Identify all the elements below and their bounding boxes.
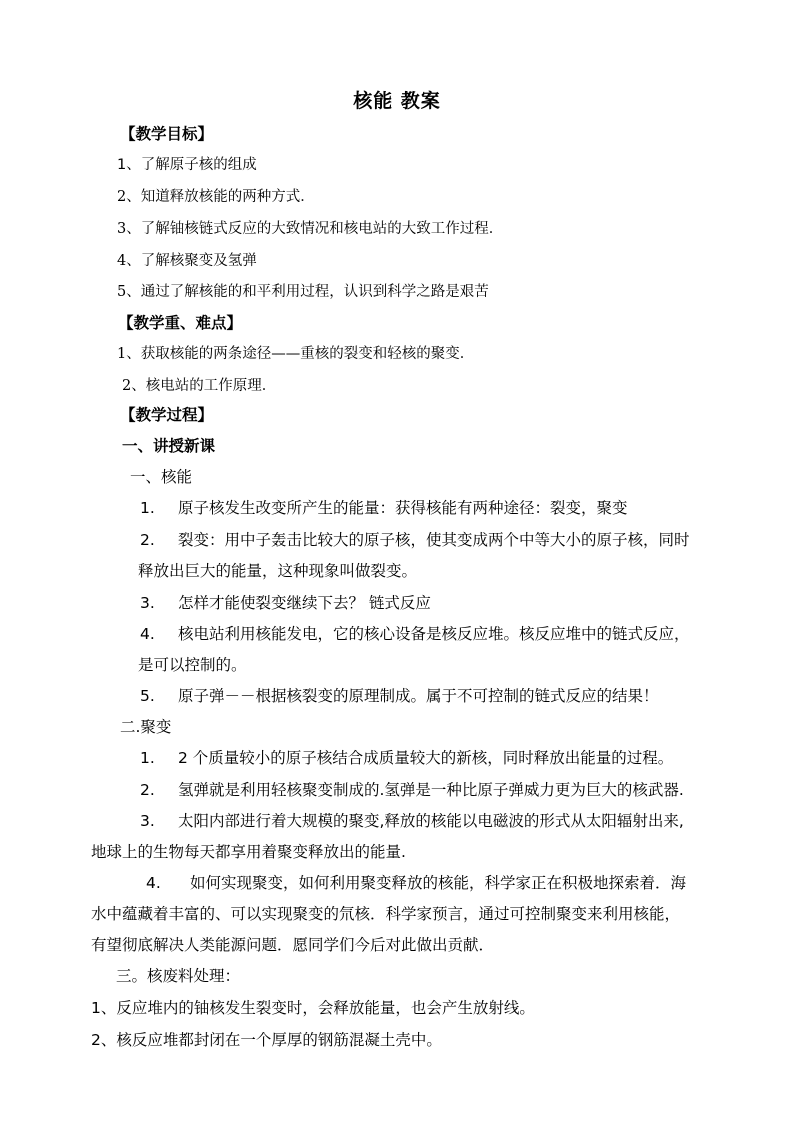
item-number: 4.	[146, 874, 161, 892]
item-continuation: 水中蕴藏着丰富的、可以实现聚变的氘核．科学家预言，通过可控制聚变来利用核能，	[91, 905, 681, 923]
process-heading: 【教学过程】	[120, 405, 214, 424]
item-number: 2.	[140, 781, 155, 799]
list-item	[140, 593, 431, 613]
item-text: 2 个质量较小的原子核结合成质量较大的新核，同时释放出能量的过程。	[178, 749, 674, 767]
waste-heading: 三。核废料处理：	[116, 967, 241, 985]
item-number: 2.	[140, 531, 155, 549]
objectives-heading: 【教学目标】	[120, 124, 214, 143]
list-item	[140, 873, 686, 893]
list-item	[140, 748, 673, 768]
waste-item-2: 2、核反应堆都封闭在一个厚厚的钢筋混凝土壳中。	[91, 1031, 442, 1049]
item-text: 氢弹就是利用轻核聚变制成的.氢弹是一种比原子弹威力更为巨大的核武器.	[178, 781, 684, 799]
fusion-heading: 二.聚变	[120, 718, 172, 736]
item-text: 原子弹－－根据核裂变的原理制成。属于不可控制的链式反应的结果！	[178, 687, 659, 705]
list-item	[140, 498, 628, 518]
item-text: 如何实现聚变，如何利用聚变释放的核能，科学家正在积极地探索着．海	[190, 874, 687, 892]
item-text: 太阳内部进行着大规模的聚变,释放的核能以电磁波的形式从太阳辐射出来,	[178, 812, 684, 830]
waste-item-1: 1、反应堆内的铀核发生裂变时，会释放能量，也会产生放射线。	[91, 999, 535, 1017]
objective-item-2: 2、知道释放核能的两种方式．	[117, 189, 315, 205]
objective-item-5: 5、通过了解核能的和平利用过程，认识到科学之路是艰苦	[117, 284, 489, 300]
list-item	[140, 530, 690, 550]
nuclear-energy-heading: 一、核能	[130, 468, 193, 486]
objective-item-4: 4、了解核聚变及氢弹	[117, 253, 257, 269]
list-item	[140, 811, 684, 831]
key-point-item-1: 1、获取核能的两条途径——重核的裂变和轻核的聚变．	[117, 346, 475, 362]
item-number: 3.	[140, 594, 155, 612]
item-continuation: 地球上的生物每天都享用着聚变释放出的能量.	[91, 843, 406, 861]
item-continuation: 有望彻底解决人类能源问题．愿同学们今后对此做出贡献．	[91, 936, 495, 954]
key-point-item-2: 2、核电站的工作原理．	[122, 378, 277, 394]
item-text: 原子核发生改变所产生的能量：获得核能有两种途径：裂变，聚变	[178, 499, 628, 517]
item-continuation: 释放出巨大的能量，这种现象叫做裂变。	[138, 562, 418, 580]
item-continuation: 是可以控制的。	[138, 656, 247, 674]
objective-item-3: 3、了解铀核链式反应的大致情况和核电站的大致工作过程．	[117, 221, 504, 237]
document-title: 核能 教案	[353, 90, 441, 112]
list-item	[140, 624, 690, 644]
item-number: 3.	[140, 812, 155, 830]
item-number: 5.	[140, 687, 155, 705]
item-number: 1.	[140, 499, 155, 517]
item-text: 怎样才能使裂变继续下去？ 链式反应	[178, 594, 431, 612]
item-number: 4.	[140, 625, 155, 643]
key-points-heading: 【教学重、难点】	[118, 313, 243, 332]
lecture-heading: 一、讲授新课	[122, 436, 216, 455]
list-item	[140, 686, 659, 706]
item-text: 核电站利用核能发电，它的核心设备是核反应堆。核反应堆中的链式反应，	[178, 625, 690, 643]
item-number: 1.	[140, 749, 155, 767]
item-text: 裂变：用中子轰击比较大的原子核，使其变成两个中等大小的原子核，同时	[178, 531, 690, 549]
list-item	[140, 780, 684, 800]
objective-item-1: 1、了解原子核的组成	[117, 157, 257, 173]
